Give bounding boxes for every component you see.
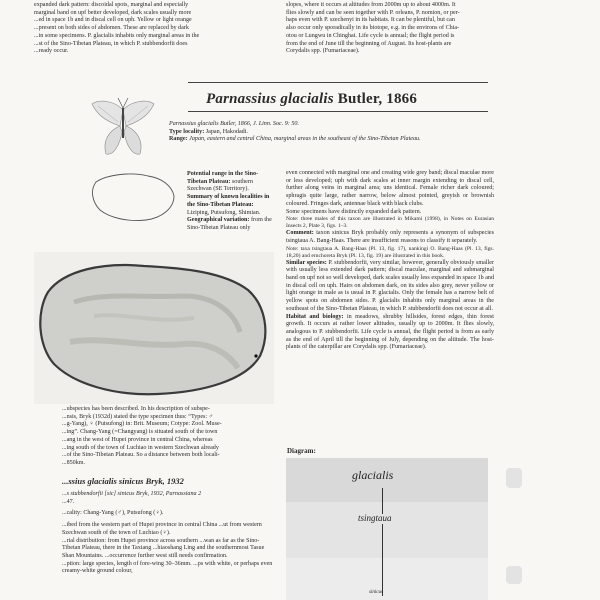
description-continued: even connected with marginal one and creating wide grey band; discal maculae more or less developed; uph with dark scales at inner margin extending to discal cell, further along veins in marginal area; uns identical. Female richer dark coloured; sphragis quite large, rather narrow, below almost pointed, greyish or brownish coloured. Fringes dark, antennae black with black clubs.: [286, 170, 494, 207]
margin-thumbnail: [506, 566, 522, 584]
terrain-map: [34, 252, 274, 404]
subspecies-locality: ...cality: Chang-Yang (♂), Putsufong (♀).: [62, 510, 164, 517]
right-text-column: [286, 170, 494, 352]
diagram-label-tsingtaua: tsingtaua: [358, 513, 392, 523]
text-line: Corydalis spp. (Fumariaceae).: [286, 48, 360, 55]
text-line: haps even with P. szechenyi in its habitats. It can be plentiful, but can: [286, 17, 455, 24]
subspecies-citation-2: ...47.: [62, 498, 75, 505]
text-line: ...ed in space 1b and in discal cell on uph. Yellow or light orange: [34, 17, 192, 24]
diagram-line: [382, 524, 383, 596]
species-name: Parnassius glacialis: [206, 91, 334, 107]
species-range: Range: Japan, eastern and central China, marginal areas in the southeast of the Sino-Tibetan Plateau.: [169, 136, 421, 143]
butterfly-illustration: [90, 96, 156, 164]
text-line: slopes, where it occurs at altitudes from 2000m up to about 4000m. It: [286, 2, 456, 8]
known-localities: Summary of known localities in the Sino-Tibetan Plateau: Liziping, Putsufong, Shimian.: [187, 194, 270, 216]
potential-range: Potential range in the Sino-Tibetan Plateau: southern Szechwan (SE Territory).: [187, 171, 259, 193]
diagram-label-glacialis: glacialis: [352, 468, 394, 482]
text-line: ...ready occur.: [34, 48, 69, 55]
text-line: ...850km.: [62, 459, 86, 466]
diagram-heading: Diagram:: [287, 447, 316, 455]
diagram-label-sinicus: sinicus: [369, 590, 383, 595]
taxa-note: Note: taxa tsingtaua A. Bang-Haas (Pl. 13, fig. 17), nankingi O. Bang-Haas (Pl. 13, figs. 18,20) and ernchoreta Bryk (Pl. 13, fig. 19) are illustrated in this book.: [286, 245, 494, 259]
taxon-diagram: [286, 458, 488, 600]
illustration-note: Note: three males of this taxon are illustrated in Mikami (1998), in Notes on Eurasian Insects 2, Plate 3, figs. 1–3.: [286, 216, 494, 230]
diagram-band: [286, 502, 488, 558]
text-line: ...present on both sides of abdomen. These are replaced by dark: [34, 25, 189, 32]
title-rule: [188, 111, 488, 112]
text-line: ...ing south of the town of Luchiao in western Szechwan already: [62, 444, 219, 451]
text-line: flies slowly and can be seen together with P. orleans, P. nomion, or per-: [286, 9, 460, 16]
subspecies-citation: ...s stubbendorfii [sic] sinicus Bryk, 1932, Parnassiana 2: [62, 491, 202, 497]
text-line: from the end of June till the beginning of August. Its host-plants are: [286, 40, 452, 47]
text-line: marginal band on upf better developed, dark scales usually more: [34, 9, 192, 16]
subspecies-range: ...ibed from the western part of Hupei province in central China ...ut from western Szechwan south of the town of Luchiao (♀).: [62, 522, 262, 536]
species-citation: Parnassius glacialis Butler, 1866, J. Linn. Soc. 9: 50.: [169, 121, 299, 127]
text-line: ...st of the Sino-Tibetan Plateau, in which P. stubbendorfii does: [34, 40, 188, 47]
habitat-biology: Habitat and biology: in meadows, shrubby hillsides, forest edges, thin forest growth. It occurs at rather lower altitudes, usually up to 2000m. It flies slowly, analogous to P. stubbendorfii. Life cycle is annual, the flight period is from as early as the end of April till the beginning of July, depending on the altitude. The host-plants of the caterpillar are Corydalis spp. (Fumariaceae).: [286, 313, 494, 351]
species-author: Butler, 1866: [337, 91, 418, 107]
text-line: otou or Lungwu in Chinghai. Life cycle is annual; the flight period is: [286, 32, 455, 39]
subspecies-block: [62, 491, 275, 576]
text-line: ...ing”. Chang-Yang (=Changyang) is situated south of the town: [62, 429, 218, 436]
text-line: also occur only sporadically in its biotope, e.g. in the environs of Chia-: [286, 25, 460, 32]
top-left-text: [34, 2, 272, 56]
plateau-outline-map: [88, 168, 180, 226]
text-line: ...ubspecies has been described. In his description of subspe-: [62, 406, 210, 412]
diagram-band: [286, 558, 488, 600]
species-header-block: [169, 121, 494, 144]
left-info-column: [187, 171, 275, 233]
text-line: ...g-Yang), ♀ (Putsufong) in: Brit. Museum; Cotype: Zool. Muse-: [62, 421, 222, 428]
comment: Comment: taxon sinicus Bryk probably only represents a synonym of subspecies tsingtaua A. Bang-Haas. There are insufficient reasons to classify it separately.: [286, 230, 494, 244]
title-rule: [188, 82, 488, 83]
text-line: ...of the Sino-Tibetan Plateau. So a distance between both locali-: [62, 452, 220, 459]
subspecies-potential: ...rial distribution: from Hupei province across southern ...wan as far as the Sino-Tibetan Plateau, there in the Taxiang ...hiaoshang Ling and the southernmost Tasue Shan Mountains. ...occurrence further west still needs confirmation.: [62, 537, 265, 559]
subspecies-description: ...ption: large species, length of fore-wing 30–36mm. ...ps with white, or perhaps even creamy-white ground colour,: [62, 560, 273, 575]
subspecies-heading: ...ssius glacialis sinicus Bryk, 1932: [62, 476, 184, 486]
bottom-left-text: [62, 406, 275, 468]
text-line: ...in some specimens. P. glacialis inhabits only marginal areas in the: [34, 32, 200, 39]
expanded-pattern-note: Some specimens have distinctly expanded dark pattern.: [286, 208, 422, 215]
text-line: ...ang in the west of Hupei province in central China, whereas: [62, 436, 213, 443]
text-line: expanded dark pattern: discoidal spots, marginal and especially: [34, 2, 189, 8]
geographical-variation: Geographical variation: from the Sino-Tibetan Plateau only: [187, 217, 272, 231]
species-title: [206, 91, 496, 108]
similar-species: Similar species: P. stubbendorfii, very similar, however, generally obviously smaller with usually less extended dark pattern; discal maculae, marginal and submarginal band on upf not so well developed, dark scales usually less expanded in space 1b and in discal cell on uph. Hairs on abdomen dark, on its sides also grey, never yellow or light orange in male as is usual in P. glacialis. Only the female has a narrow belt of yellow spots on abdomen sides. P. glacialis inhabits only marginal areas in the southeast of the Sino-Tibetan Plateau, in which P. stubbendorfii does not occur at all.: [286, 259, 494, 312]
type-locality: Type locality: Japan, Hakodadi.: [169, 128, 248, 135]
margin-thumbnail: [506, 468, 522, 488]
top-right-text: [286, 2, 536, 56]
text-line: ...nsis, Bryk (1932d) stated the type specimen thus: “Types: ♂: [62, 413, 214, 420]
diagram-line: [382, 488, 383, 514]
